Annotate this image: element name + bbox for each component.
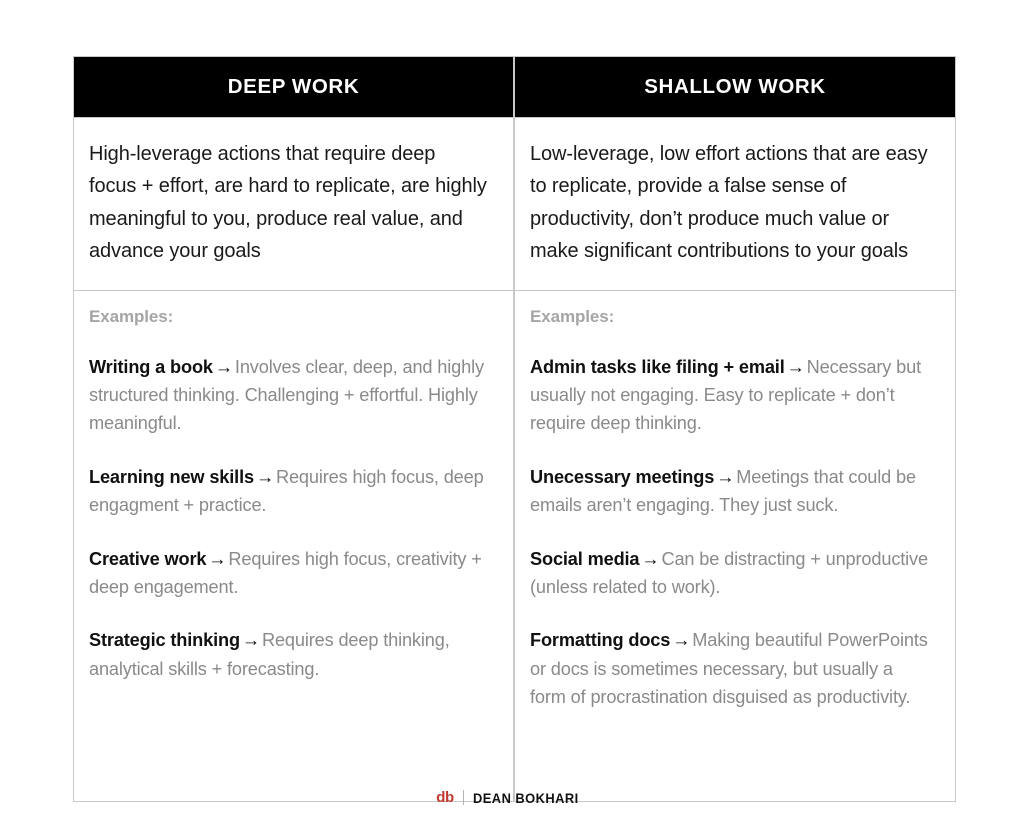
column-header-deep-work: DEEP WORK: [73, 56, 514, 118]
arrow-icon: →: [641, 548, 660, 569]
example-description: Requires high focus, deep engagment + practice.: [89, 466, 484, 516]
example-item: [89, 463, 491, 520]
example-item: [89, 545, 491, 602]
arrow-icon: →: [241, 630, 260, 651]
example-description: Involves clear, deep, and highly structured thinking. Challenging + effortful. Highly meaningful.: [89, 356, 484, 434]
examples-row: [73, 291, 956, 802]
example-term: Learning new skills: [89, 466, 254, 487]
example-term: Social media: [530, 548, 640, 569]
column-header-shallow-work: SHALLOW WORK: [514, 56, 956, 118]
example-description: Can be distracting + unproductive (unless related to work).: [530, 548, 928, 597]
example-description: Requires high focus, creativity + deep engagement.: [89, 548, 482, 597]
example-term: Strategic thinking: [89, 630, 240, 651]
example-term: Unecessary meetings: [530, 466, 715, 487]
example-item: [89, 626, 491, 683]
example-item: [530, 545, 933, 602]
examples-cell-shallow-work: [514, 291, 956, 802]
arrow-icon: →: [214, 356, 233, 377]
example-term: Admin tasks like filing + email: [530, 356, 785, 377]
table-header-row: [73, 56, 956, 118]
example-term: Creative work: [89, 548, 207, 569]
example-item: [530, 353, 933, 438]
example-item: [89, 353, 491, 438]
arrow-icon: →: [255, 466, 274, 487]
examples-label-deep-work: Examples:: [89, 306, 174, 326]
definition-text-deep-work: High-leverage actions that require deep focus + effort, are hard to replicate, are highly meaningful to you, produce real value, and advance your goals: [89, 143, 487, 263]
example-description: Necessary but usually not engaging. Easy to replicate + don’t require deep thinking.: [530, 356, 921, 434]
example-term: Formatting docs: [530, 630, 671, 651]
deep-vs-shallow-work-table: [73, 56, 956, 802]
example-term: Writing a book: [89, 356, 213, 377]
brand-monogram-icon: db: [436, 789, 454, 806]
brand-divider: [463, 790, 464, 805]
definition-text-shallow-work: Low-leverage, low effort actions that are easy to replicate, provide a false sense of productivity, don’t produce much value or make significant contributions to your goals: [530, 143, 928, 263]
example-description: Requires deep thinking, analytical skills + forecasting.: [89, 630, 450, 679]
example-item: [530, 463, 933, 520]
definition-cell-deep-work: [73, 118, 514, 291]
examples-label-shallow-work: Examples:: [530, 306, 615, 326]
arrow-icon: →: [716, 466, 735, 487]
arrow-icon: →: [208, 548, 227, 569]
brand-lockup: [0, 790, 1024, 805]
definition-cell-shallow-work: [514, 118, 956, 291]
arrow-icon: →: [786, 356, 805, 377]
definition-row: [73, 118, 956, 291]
example-description: Making beautiful PowerPoints or docs is sometimes necessary, but usually a form of procrastination disguised as productivity.: [530, 630, 928, 708]
example-item: [530, 626, 933, 711]
examples-cell-deep-work: [73, 291, 514, 802]
example-description: Meetings that could be emails aren’t engaging. They just suck.: [530, 466, 916, 516]
brand-name: DEAN BOKHARI: [472, 789, 579, 806]
arrow-icon: →: [672, 630, 691, 651]
